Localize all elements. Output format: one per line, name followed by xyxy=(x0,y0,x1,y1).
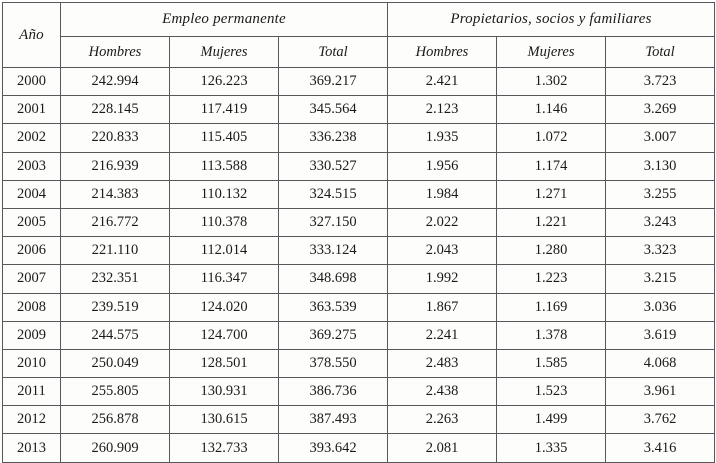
cell-value: 369.275 xyxy=(279,321,388,349)
header-propietarios-mujeres: Mujeres xyxy=(497,37,606,68)
header-group-row xyxy=(3,3,715,37)
cell-value: 1.935 xyxy=(388,124,497,152)
header-empleo-total: Total xyxy=(279,37,388,68)
table-row xyxy=(3,378,715,406)
header-empleo-hombres: Hombres xyxy=(61,37,170,68)
cell-value: 124.700 xyxy=(170,321,279,349)
cell-value: 130.615 xyxy=(170,406,279,434)
cell-value: 2.022 xyxy=(388,208,497,236)
cell-value: 242.994 xyxy=(61,68,170,96)
cell-value: 216.772 xyxy=(61,208,170,236)
cell-value: 110.378 xyxy=(170,208,279,236)
cell-value: 2.043 xyxy=(388,237,497,265)
cell-value: 1.271 xyxy=(497,180,606,208)
cell-value: 1.585 xyxy=(497,349,606,377)
cell-value: 1.221 xyxy=(497,208,606,236)
cell-value: 1.072 xyxy=(497,124,606,152)
cell-year: 2013 xyxy=(3,434,61,462)
cell-value: 214.383 xyxy=(61,180,170,208)
cell-value: 378.550 xyxy=(279,349,388,377)
table-row xyxy=(3,237,715,265)
cell-value: 256.878 xyxy=(61,406,170,434)
cell-value: 110.132 xyxy=(170,180,279,208)
cell-year: 2001 xyxy=(3,96,61,124)
table-row xyxy=(3,321,715,349)
cell-value: 3.416 xyxy=(606,434,715,462)
cell-value: 3.619 xyxy=(606,321,715,349)
header-year: Año xyxy=(3,3,61,68)
cell-value: 239.519 xyxy=(61,293,170,321)
table-row xyxy=(3,152,715,180)
cell-value: 1.174 xyxy=(497,152,606,180)
cell-value: 393.642 xyxy=(279,434,388,462)
statistics-table xyxy=(2,2,715,463)
cell-value: 232.351 xyxy=(61,265,170,293)
cell-year: 2000 xyxy=(3,68,61,96)
cell-value: 221.110 xyxy=(61,237,170,265)
cell-value: 1.992 xyxy=(388,265,497,293)
header-propietarios-total: Total xyxy=(606,37,715,68)
cell-year: 2011 xyxy=(3,378,61,406)
cell-value: 2.081 xyxy=(388,434,497,462)
table-row xyxy=(3,265,715,293)
cell-value: 1.984 xyxy=(388,180,497,208)
cell-year: 2006 xyxy=(3,237,61,265)
table-header xyxy=(3,3,715,68)
cell-value: 1.523 xyxy=(497,378,606,406)
cell-value: 126.223 xyxy=(170,68,279,96)
cell-value: 3.007 xyxy=(606,124,715,152)
cell-value: 2.241 xyxy=(388,321,497,349)
cell-value: 115.405 xyxy=(170,124,279,152)
cell-value: 348.698 xyxy=(279,265,388,293)
cell-year: 2009 xyxy=(3,321,61,349)
cell-value: 369.217 xyxy=(279,68,388,96)
cell-value: 1.169 xyxy=(497,293,606,321)
cell-value: 3.762 xyxy=(606,406,715,434)
cell-value: 1.146 xyxy=(497,96,606,124)
cell-year: 2012 xyxy=(3,406,61,434)
table-row xyxy=(3,293,715,321)
cell-year: 2005 xyxy=(3,208,61,236)
cell-value: 2.123 xyxy=(388,96,497,124)
table-row xyxy=(3,68,715,96)
cell-year: 2002 xyxy=(3,124,61,152)
cell-value: 1.956 xyxy=(388,152,497,180)
cell-value: 1.378 xyxy=(497,321,606,349)
cell-value: 324.515 xyxy=(279,180,388,208)
header-group-propietarios: Propietarios, socios y familiares xyxy=(388,3,715,37)
table-row xyxy=(3,208,715,236)
header-propietarios-hombres: Hombres xyxy=(388,37,497,68)
cell-value: 112.014 xyxy=(170,237,279,265)
cell-value: 3.961 xyxy=(606,378,715,406)
cell-value: 220.833 xyxy=(61,124,170,152)
cell-value: 116.347 xyxy=(170,265,279,293)
cell-value: 327.150 xyxy=(279,208,388,236)
cell-value: 333.124 xyxy=(279,237,388,265)
cell-value: 260.909 xyxy=(61,434,170,462)
cell-value: 3.723 xyxy=(606,68,715,96)
table-row xyxy=(3,349,715,377)
cell-value: 2.263 xyxy=(388,406,497,434)
cell-value: 1.499 xyxy=(497,406,606,434)
table-row xyxy=(3,96,715,124)
cell-value: 250.049 xyxy=(61,349,170,377)
table-body xyxy=(3,68,715,463)
cell-value: 117.419 xyxy=(170,96,279,124)
cell-year: 2008 xyxy=(3,293,61,321)
header-group-empleo-permanente: Empleo permanente xyxy=(61,3,388,37)
table-sheet xyxy=(0,2,716,460)
cell-year: 2010 xyxy=(3,349,61,377)
cell-value: 330.527 xyxy=(279,152,388,180)
header-empleo-mujeres: Mujeres xyxy=(170,37,279,68)
cell-value: 132.733 xyxy=(170,434,279,462)
cell-value: 345.564 xyxy=(279,96,388,124)
cell-value: 1.223 xyxy=(497,265,606,293)
cell-value: 216.939 xyxy=(61,152,170,180)
cell-year: 2003 xyxy=(3,152,61,180)
cell-value: 1.280 xyxy=(497,237,606,265)
cell-value: 387.493 xyxy=(279,406,388,434)
table-row xyxy=(3,406,715,434)
cell-value: 1.867 xyxy=(388,293,497,321)
header-sub-row xyxy=(3,37,715,68)
cell-value: 363.539 xyxy=(279,293,388,321)
cell-value: 1.335 xyxy=(497,434,606,462)
cell-value: 255.805 xyxy=(61,378,170,406)
cell-year: 2004 xyxy=(3,180,61,208)
cell-value: 386.736 xyxy=(279,378,388,406)
cell-value: 2.421 xyxy=(388,68,497,96)
cell-value: 3.323 xyxy=(606,237,715,265)
cell-value: 3.269 xyxy=(606,96,715,124)
cell-value: 1.302 xyxy=(497,68,606,96)
cell-value: 2.483 xyxy=(388,349,497,377)
cell-value: 336.238 xyxy=(279,124,388,152)
cell-value: 113.588 xyxy=(170,152,279,180)
cell-value: 3.243 xyxy=(606,208,715,236)
cell-value: 3.130 xyxy=(606,152,715,180)
cell-value: 228.145 xyxy=(61,96,170,124)
table-row xyxy=(3,180,715,208)
cell-value: 3.215 xyxy=(606,265,715,293)
cell-value: 130.931 xyxy=(170,378,279,406)
cell-year: 2007 xyxy=(3,265,61,293)
cell-value: 2.438 xyxy=(388,378,497,406)
cell-value: 124.020 xyxy=(170,293,279,321)
cell-value: 3.036 xyxy=(606,293,715,321)
cell-value: 4.068 xyxy=(606,349,715,377)
cell-value: 128.501 xyxy=(170,349,279,377)
table-row xyxy=(3,124,715,152)
cell-value: 3.255 xyxy=(606,180,715,208)
cell-value: 244.575 xyxy=(61,321,170,349)
